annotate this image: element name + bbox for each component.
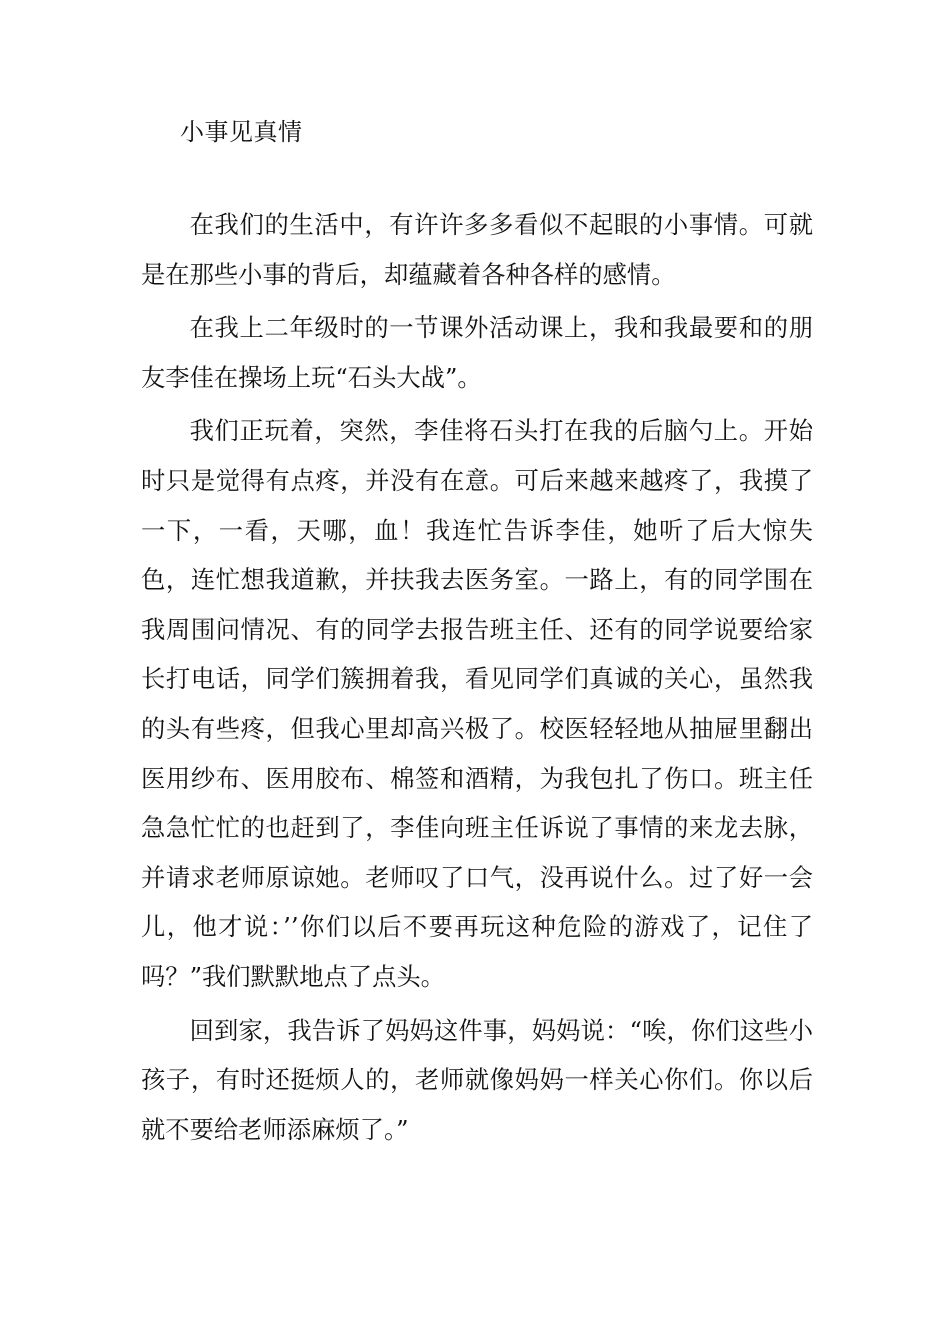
paragraph-4: 回到家，我告诉了妈妈这件事，妈妈说：“唉，你们这些小孩子，有时还挺烦人的，老师就像妈妈一样关心你们。你以后就不要给老师添麻烦了。”	[141, 1015, 813, 1144]
paragraph-1: 在我们的生活中，有许许多多看似不起眼的小事情。可就是在那些小事的背后，却蕴藏着各种各样的感情。	[141, 210, 813, 289]
paragraph-3: 我们正玩着，突然，李佳将石头打在我的后脑勺上。开始时只是觉得有点疼，并没有在意。可后来越来越疼了，我摸了一下，一看，天哪，血！我连忙告诉李佳，她听了后大惊失色，连忙想我道歉，并扶我去医务室。一路上，有的同学围在我周围问情况、有的同学去报告班主任、还有的同学说要给家长打电话，同学们簇拥着我，看见同学们真诚的关心，虽然我的头有些疼，但我心里却高兴极了。校医轻轻地从抽屉里翻出医用纱布、医用胶布、棉签和酒精，为我包扎了伤口。班主任急急忙忙的也赶到了，李佳向班主任诉说了事情的来龙去脉，并请求老师原谅她。老师叹了口气，没再说什么。过了好一会儿，他才说：’’你们以后不要再玩这种危险的游戏了，记住了吗？”我们默默地点了点头。	[141, 416, 813, 991]
paragraph-2: 在我上二年级时的一节课外活动课上，我和我最要和的朋友李佳在操场上玩“石头大战”。	[141, 313, 813, 392]
document-body	[141, 200, 813, 1158]
document-title: 小事见真情	[180, 118, 303, 146]
